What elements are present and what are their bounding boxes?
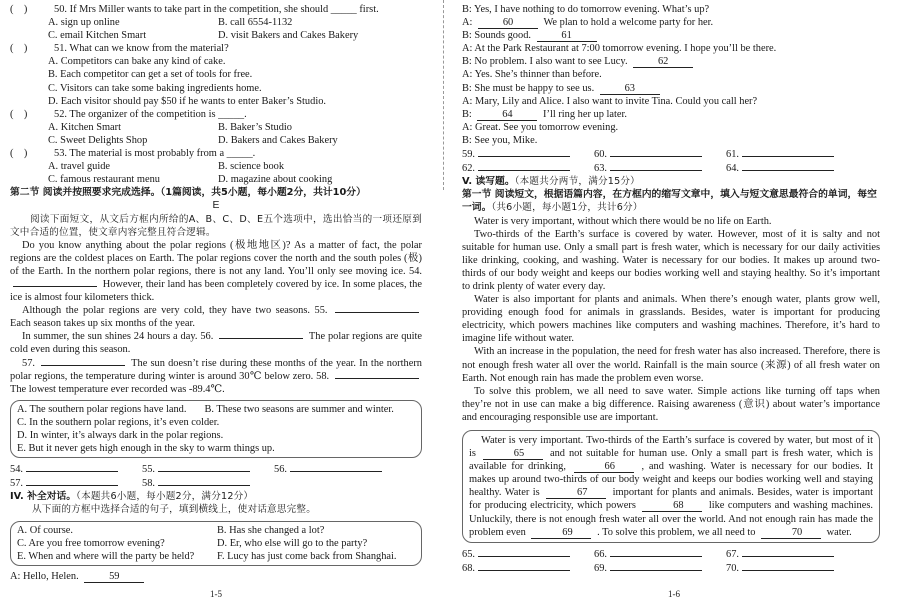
question-53 [10, 147, 422, 186]
option-e: E. But it never gets high enough in the sky to warm things up. [17, 443, 275, 455]
answer-field[interactable] [478, 547, 570, 557]
dialog-option: B. Has she changed a lot? [217, 524, 325, 536]
answer-blank[interactable]: 66 [574, 461, 634, 473]
answer-field[interactable] [158, 476, 250, 486]
option: D. Bakers and Cakes Bakery [218, 134, 338, 146]
answer-field[interactable] [478, 161, 570, 171]
question-text: What can we know from the material? [69, 43, 229, 55]
option: A. travel guide [48, 161, 111, 173]
page-number-right: 1-6 [668, 589, 680, 599]
options [10, 121, 422, 147]
answer-blank[interactable] [13, 286, 97, 287]
text-segment: A: Mary, Lily and Alice. I also want to invite Tina. Could you call her? [462, 95, 758, 107]
dialog-line [462, 108, 880, 121]
options-box [10, 400, 422, 458]
dialog-line [462, 42, 880, 55]
answer-number: 54. [10, 464, 23, 476]
answer-number: 58. [142, 478, 155, 490]
text-segment: Water is very important, without which there would be no life on Earth. [474, 215, 772, 227]
answer-line [726, 147, 858, 161]
text-segment: To solve this problem, we all need to save water. Simple actions like turning off taps when they’re not in use can make a big difference. Raising awareness (意识) about water’s importance and encouraging responsible use are important. [462, 385, 880, 423]
text-segment: I’ll ring her up later. [543, 108, 628, 120]
dialog-option: A. Of course. [17, 524, 73, 536]
dialog-options-box [10, 521, 422, 566]
answer-number: 57. [10, 478, 23, 490]
option: B. Each competitor can get a set of tools for free. [48, 69, 253, 81]
summary-text [469, 434, 873, 539]
passage-instructions: 阅读下面短文，从文后方框内所给的A、B、C、D、E五个选项中，选出恰当的一项还原到文中合适的位置，使文章内容完整且符合逻辑。 [10, 213, 422, 238]
answer-paren[interactable]: ( ) [10, 4, 28, 15]
answer-number: 65. [462, 548, 475, 560]
dialog-line [462, 68, 880, 81]
text-segment: Water is also important for plants and animals. When there’s enough water, plants grow well, providing enough food for animals in grasslands. Besides, water is important for producing electricity, which powers machines like computers and washing machines. Therefore, it’s hard to imagine life without water. [462, 294, 880, 345]
polar-passage [10, 239, 422, 396]
questions-50-53 [10, 3, 422, 186]
passage-label: E [212, 200, 220, 212]
answer-blank[interactable]: 65 [483, 448, 543, 460]
paragraph [10, 239, 422, 304]
dialog-line [462, 55, 880, 68]
answer-line [462, 547, 594, 561]
text-segment: A: Great. See you tomorrow evening. [462, 121, 619, 133]
answer-field[interactable] [158, 462, 250, 472]
option: B. call 6554-1132 [218, 17, 293, 29]
answer-number: 69. [594, 562, 607, 574]
water-passage [462, 215, 880, 425]
dialog-line [462, 82, 880, 95]
answer-paren[interactable]: ( ) [10, 148, 28, 160]
answer-number: 61. [726, 149, 739, 161]
section4-instructions: 从下面的方框中选择合适的句子，填到横线上，使对话意思完整。 [32, 504, 317, 516]
answer-blank[interactable]: 69 [531, 527, 591, 539]
option: D. Each visitor should pay $50 if he wants to enter Baker’s Studio. [48, 95, 326, 107]
dialog-option: E. When and where will the party be held? [17, 550, 195, 562]
answer-field[interactable] [610, 161, 702, 171]
answer-field[interactable] [742, 147, 834, 157]
answer-field[interactable] [26, 476, 118, 486]
text-segment: 57. [22, 357, 35, 369]
question-stem [10, 108, 422, 121]
section4-note: （本题共6小题，每小题2分，满分12分） [76, 491, 254, 503]
option-a: A. The southern polar regions have land. [17, 403, 187, 415]
question-52 [10, 108, 422, 147]
question-stem [10, 147, 422, 160]
option: C. Visitors can take some baking ingredients home. [48, 82, 262, 94]
dialog-option: C. Are you free tomorrow evening? [17, 537, 165, 549]
question-51 [10, 42, 422, 107]
text-segment: B: See you, Mike. [462, 134, 538, 146]
answer-field[interactable] [742, 547, 834, 557]
answer-field[interactable] [290, 462, 382, 472]
dialog-line [462, 95, 880, 108]
question-stem [10, 3, 422, 16]
dialog-line [462, 29, 880, 42]
answer-number: 56. [274, 464, 287, 476]
options [10, 16, 422, 42]
question-number: 53. [54, 148, 67, 160]
stem-text [54, 108, 247, 121]
question-number: 51. [54, 43, 67, 55]
summary-box [462, 430, 880, 543]
text-segment: Two-thirds of the Earth’s surface is covered by water. However, most of it is salty and not suitable for human use. Only a small part is fresh water, which is necessary for our daily activities like drinking, cooking, and washing. Water is necessary for our bodies. It makes up around two-thirds of our body weight and keeps our bodies working well and staying healthy. So it’s important to drink plenty of water every day. [462, 228, 880, 292]
text-segment: B: No problem. I also want to see Lucy. [462, 56, 628, 68]
option-d: D. In winter, it’s always dark in the polar regions. [17, 430, 224, 441]
answer-lines-59-64 [462, 147, 880, 175]
paragraph [10, 330, 422, 356]
answer-line [10, 462, 142, 476]
answer-line [594, 561, 726, 575]
answer-paren[interactable]: ( ) [10, 108, 28, 120]
text-segment: Although the polar regions are very cold, they have two seasons. 55. [22, 305, 328, 317]
text-segment: A: [462, 17, 473, 29]
paragraph [462, 293, 880, 345]
option: C. famous restaurant menu [48, 174, 160, 186]
dialog-line [462, 121, 880, 134]
text-segment: , and washing. Water is necessary for our bodies. It makes up around two-thirds of our body weight and keeps our bodies working well and staying healthy. Water is [469, 461, 873, 499]
answer-number: 68. [462, 562, 475, 574]
text-segment: In summer, the sun shines 24 hours a day. 56. [22, 331, 214, 343]
stem-text [54, 3, 379, 16]
text-segment: B: Yes, I have nothing to do tomorrow evening. What’s up? [462, 4, 710, 15]
answer-number: 67. [726, 548, 739, 560]
page-right [462, 3, 880, 575]
section5-title: V. 读写题。 [462, 176, 515, 188]
dialog-line [462, 3, 880, 16]
option: C. Sweet Delights Shop [48, 134, 148, 146]
dialog-start [10, 570, 422, 583]
answer-field[interactable] [610, 547, 702, 557]
question-text: If Mrs Miller wants to take part in the competition, she should _____ first. [69, 4, 379, 15]
answer-paren[interactable]: ( ) [10, 43, 28, 55]
text-segment: important for plants and animals. Besides, water is important for producing electricity, which powers [469, 487, 873, 512]
text-segment: The lowest temperature ever recorded was -89.4℃. [10, 383, 225, 395]
paragraph [462, 228, 880, 293]
text-segment: B: She must be happy to see us. [462, 82, 595, 94]
question-number: 50. [54, 4, 67, 15]
text-segment: A: At the Park Restaurant at 7:00 tomorrow evening. I hope you’ll be there. [462, 43, 777, 55]
text-segment: Water is very important. Two-thirds of the Earth’s surface is covered by water, but most of it is [469, 435, 873, 460]
answer-line [594, 547, 726, 561]
paragraph [462, 345, 880, 384]
option: A. sign up online [48, 17, 120, 29]
question-text: The material is most probably from a _____. [69, 148, 256, 160]
answer-blank[interactable] [335, 312, 419, 313]
answer-field[interactable] [26, 462, 118, 472]
text-segment: water. [826, 526, 852, 538]
answer-number: 55. [142, 464, 155, 476]
answer-number: 66. [594, 548, 607, 560]
section2-title: 第二节 阅读并按照要求完成选择。（1篇阅读，共5小题，每小题2分，共计10分） [10, 187, 366, 199]
text-segment: A: Yes. She’s thinner than before. [462, 69, 602, 81]
answer-blank[interactable] [41, 365, 125, 366]
text-segment: . To solve this problem, we all need to [597, 526, 756, 538]
option: A. Competitors can bake any kind of cake. [48, 56, 226, 68]
answer-line [462, 561, 594, 575]
options [10, 55, 422, 107]
subsection-title: 第一节 阅读短文，根据语篇内容，在方框内的缩写文章中，填入与短文意思最符合的单词，每空一词。 [462, 189, 877, 214]
dialog-option: D. Er, who else will go to the party? [217, 537, 368, 549]
dialog-line [462, 134, 880, 147]
question-text: The organizer of the competition is _____. [69, 108, 247, 120]
answer-field[interactable] [610, 147, 702, 157]
text-segment: B: Sounds good. [462, 30, 531, 42]
stem-text [54, 147, 255, 160]
answer-line [142, 462, 274, 476]
options [10, 160, 422, 186]
text-segment: and not suitable for human use. Only a small part is fresh water, which is available for drinking, [469, 448, 873, 473]
dialog [462, 3, 880, 147]
answer-blank[interactable]: 60 [478, 17, 538, 29]
text-segment: The polar regions are quite cold even during this season. [10, 331, 422, 356]
answer-blank[interactable] [219, 338, 303, 339]
option: B. Baker’s Studio [218, 121, 292, 133]
answer-line [726, 561, 858, 575]
text-segment: We plan to hold a welcome party for her. [543, 17, 714, 29]
answer-field[interactable] [478, 561, 570, 571]
answer-blank[interactable]: 67 [546, 487, 606, 499]
section5-note: （本题共分两节，满分15分） [514, 176, 640, 188]
section4-title: IV. 补全对话。 [10, 491, 77, 503]
text-segment: B: [462, 108, 472, 120]
answer-line [274, 462, 406, 476]
text-segment: Each season takes up six months of the year. [10, 318, 195, 330]
answer-line [594, 161, 726, 175]
dialog-option: F. Lucy has just come back from Shanghai. [217, 550, 397, 562]
paragraph [462, 215, 880, 228]
answer-number: 60. [594, 149, 607, 161]
option: D. magazine about cooking [218, 174, 333, 186]
page-left [10, 3, 422, 583]
text-segment: The sun doesn’t rise during these months of the year. In the northern polar regions, the temperature during winter is around 30℃ below zero. 58. [10, 357, 422, 382]
text-segment: A: Hello, Helen. [10, 570, 79, 582]
answer-number: 64. [726, 163, 739, 175]
paragraph [462, 385, 880, 424]
answer-line [142, 476, 274, 490]
subsection-note: （共6小题，每小题1分，共计6分） [491, 202, 643, 214]
answer-blank[interactable]: 59 [84, 571, 144, 583]
answer-number: 59. [462, 149, 475, 161]
text-segment: like computers and washing machines. Unluckily, there is not enough fresh water all over the world. And not enough rain has made the problem even [469, 500, 873, 538]
answer-number: 62. [462, 163, 475, 175]
question-50 [10, 3, 422, 42]
option: C. email Kitchen Smart [48, 30, 147, 42]
dialog-line [462, 16, 880, 29]
answer-line [726, 547, 858, 561]
answer-field[interactable] [610, 561, 702, 571]
answer-field[interactable] [742, 161, 834, 171]
option: A. Kitchen Smart [48, 121, 122, 133]
text-segment: With an increase in the population, the need for fresh water has also increased. Therefore, there is not enough fresh water all over the world. Rainfall is the main source (来源) of all fresh water on Earth. Not enough rain has made the problem even worse. [462, 346, 880, 384]
answer-line [726, 161, 858, 175]
answer-field[interactable] [478, 147, 570, 157]
answer-line [462, 147, 594, 161]
answer-blank[interactable]: 62 [633, 56, 693, 68]
answer-blank[interactable]: 63 [600, 83, 660, 95]
text-segment: Do you know anything about the polar regions (极地地区)? As a matter of fact, the polar regions are the coldest places on Earth. The polar regions cover the north and the south poles (极) of the Earth. In the northern polar regions, there is not any land. You’ll only see moving ice. 54. [10, 239, 422, 277]
answer-number: 63. [594, 163, 607, 175]
answer-line [594, 147, 726, 161]
answer-blank[interactable]: 61 [537, 30, 597, 42]
paragraph [10, 357, 422, 396]
question-stem [10, 42, 422, 55]
answer-field[interactable] [742, 561, 834, 571]
column-divider [443, 0, 444, 190]
option: D. visit Bakers and Cakes Bakery [218, 30, 359, 42]
answer-lines-65-70 [462, 547, 880, 575]
answer-blank[interactable]: 64 [477, 109, 537, 121]
answer-number: 70. [726, 562, 739, 574]
answer-blank[interactable]: 70 [761, 527, 821, 539]
answer-line [10, 476, 142, 490]
answer-blank[interactable] [335, 378, 419, 379]
paragraph [10, 304, 422, 330]
option-c: C. In the southern polar regions, it’s even colder. [17, 416, 220, 428]
question-number: 52. [54, 108, 67, 120]
page-number-left: 1-5 [210, 589, 222, 599]
option: B. science book [218, 161, 285, 173]
stem-text [54, 42, 229, 55]
answer-lines-54-58 [10, 462, 422, 490]
text-segment: However, their land has been completely covered by ice. In some places, the ice is almost four kilometers thick. [10, 278, 422, 304]
answer-line [462, 161, 594, 175]
option-b: B. These two seasons are summer and winter. [204, 403, 394, 415]
answer-blank[interactable]: 68 [642, 500, 702, 512]
